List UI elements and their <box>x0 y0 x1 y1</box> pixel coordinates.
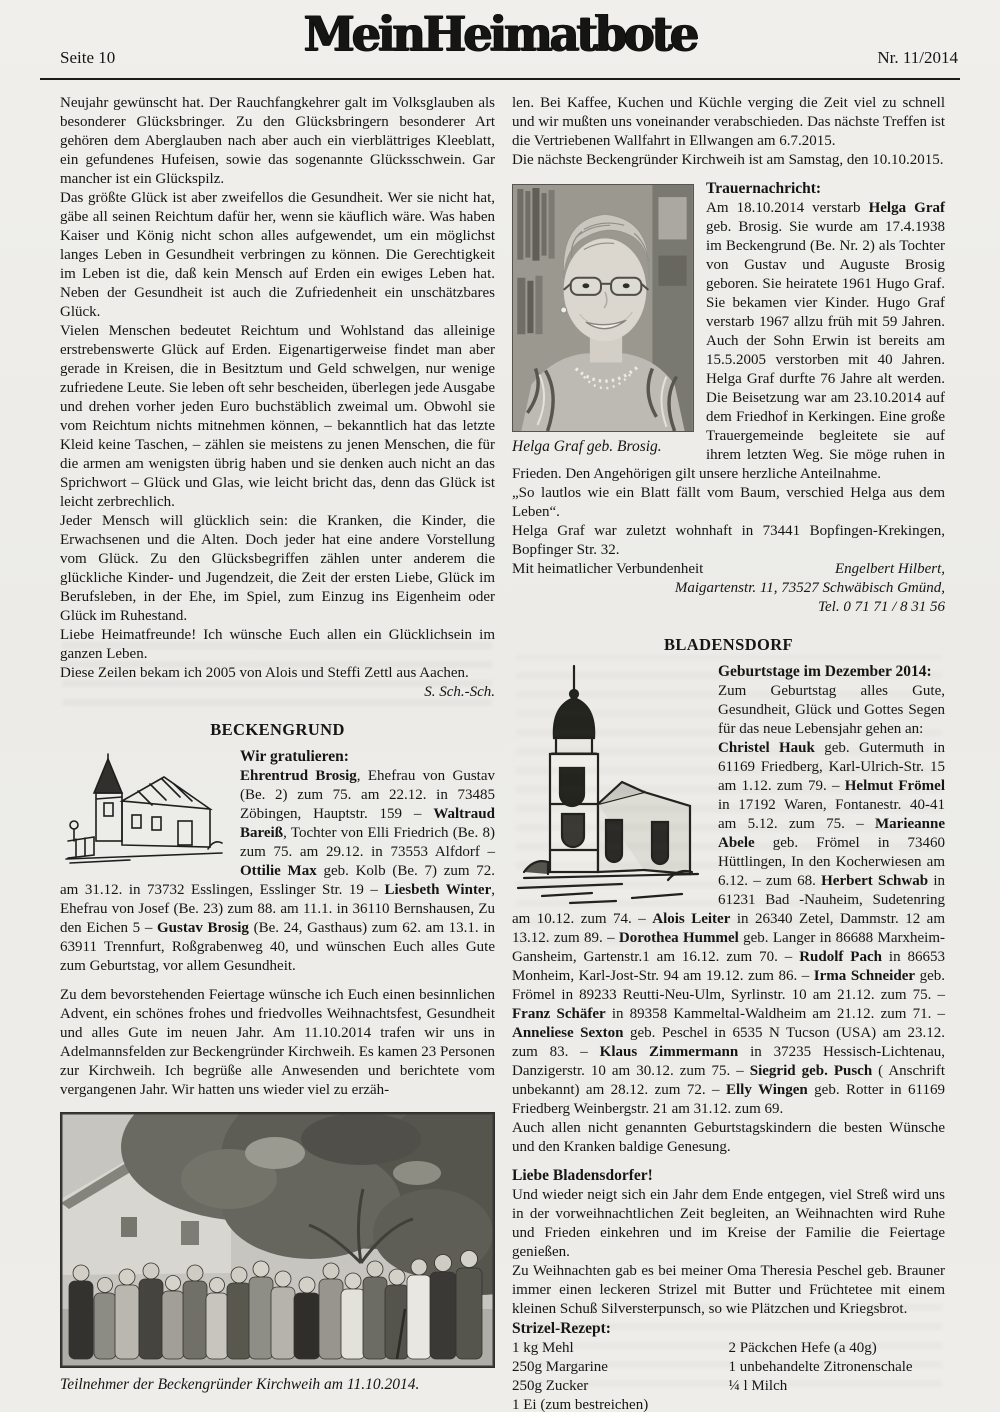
left-column <box>60 94 495 1394</box>
birthdays-heading: Geburtstage im Dezember 2014: <box>718 663 932 680</box>
bladensdorf-section <box>512 662 945 1119</box>
recipe-ingredient-ei: 1 Ei (zum bestreichen) <box>512 1397 649 1412</box>
kirchweih-group-photo <box>60 1112 495 1368</box>
paragraph-gluecksbringer: Neujahr gewünscht hat. Der Rauchfangkehrer galt im Volksglauben als besonderer Glücksbringer. Zu den Glücksbringern besonderer Art gehören dem Aberglauben nach aber auch ein vierblättriges Kleeblatt, ein gefundenes Hufeisen, sowie das sogenannte Glücksschwein. Gar mancher ist ein Glückspilz. <box>60 95 495 187</box>
portrait-caption: Helga Graf geb. Brosig. <box>512 438 662 455</box>
issue-number: Nr. 11/2014 <box>877 48 958 67</box>
paragraph-heimatfreunde: Liebe Heimatfreunde! Ich wünsche Euch allen ein Glücklichsein im ganzen Leben. <box>60 627 495 662</box>
masthead-title: MeinHeimatbote <box>303 5 697 63</box>
recipe-ingredient-hefe: 2 Päckchen Hefe (a 40g) <box>728 1340 877 1356</box>
bladensdorf-church-illustration <box>512 664 705 906</box>
paragraph-gesundheit: Das größte Glück ist aber zweifellos die Gesundheit. Wer sie nicht hat, gäbe all seinen Reichtum dafür her, wenn sie käuflich wäre. Was haben Kaiser und König nicht schon alles aufgewendet, um ein möglichst langes Leben in Gesundheit verbringen zu können. Die Gerechtigkeit im Leben ist die, daß kein Mensch auf Erden ein ewiges Leben hat. Neben der Gesundheit ist auch die Zufriedenheit ein unschätzbares Glück. <box>60 190 495 320</box>
birthdays-list: Christel Hauk geb. Gutermuth in 61169 Friedberg, Karl-Ulrich-Str. 15 am 1.12. zum 79. – Helmut Frömel in 17192 Waren, Fontanestr. 40-41 am 5.12. zum 75. – Marieanne Abele geb. Frömel in 73460 Hüttlingen, In den Kocherwiesen am 6.12. – zum 68. Herbert Schwab in 61231 Bad -Nauheim, Sudetenring am 10.12. zum 74. – Alois Leiter in 26340 Zetel, Dammstr. 12 am 13.12. zum 89. – Dorothea Hummel geb. Langer in 86688 Marxheim-Gansheim, Gartenstr.1 am 16.12. zum 70. – Rudolf Pach in 86653 Monheim, Karl-Jost-Str. 94 am 19.12. zum 86. – Irma Schneider geb. Frömel in 89233 Reutti-Neu-Ulm, Syrlinstr. 10 am 21.12. zum 75. – Franz Schäfer in 89358 Kammeltal-Waldheim am 21.12. zum 71. – Anneliese Sexton geb. Peschel in 6535 N Tucson (USA) am 23.12. zum 83. – Klaus Zimmermann in 37235 Hessisch-Lichtenau, Danzigerstr. 10 am 30.12. zum 75. – Siegrid geb. Pusch ( Anschrift unbekannt) am 28.12. zum 72. – Elly Wingen geb. Rotter in 61169 Friedberg Weinbergstr. 21 am 31.12. zum 69. <box>512 740 946 1117</box>
recipe-ingredient-zitronenschale: 1 unbehandelte Zitronenschale <box>728 1359 913 1375</box>
obituary-heading: Trauernachricht: <box>706 180 822 197</box>
congrats-heading: Wir gratulieren: <box>240 748 349 765</box>
recipe-heading: Strizel-Rezept: <box>512 1320 611 1337</box>
recipe-ingredient-milch: ¼ l Milch <box>728 1378 788 1394</box>
next-kirchweih-note: Die nächste Beckengründer Kirchweih ist am Samstag, den 10.10.2015. <box>512 152 944 168</box>
beckengrund-church-illustration <box>60 753 228 867</box>
recipe-ingredients <box>512 1339 945 1412</box>
header-divider <box>40 78 960 80</box>
page-header <box>40 0 960 76</box>
paragraph-gluecksbegriffe: Jeder Mensch will glücklich sein: die Kranken, die Kinder, die Erwachsenen und die Alten. Doch jeder hat eine andere Vorstellung vom Glück. Zu den Glücksbegriffen zählen unter anderem die glückliche Kinder- und Jugendzeit, die Zeit der ersten Liebe, Glück im Berufsleben, in der Ehe, im Spiel, zum Einzug ins Eigenheim oder Glück im Ruhestand. <box>60 513 495 624</box>
signature-phone: Tel. 0 71 71 / 8 31 56 <box>818 599 945 615</box>
author-initials: S. Sch.-Sch. <box>424 684 495 700</box>
section-heading-beckengrund: BECKENGRUND <box>210 720 345 739</box>
paragraph-reichtum: Vielen Menschen bedeutet Reichtum und Wohlstand das alleinige erstrebenswerte Glück auf Erden. Eigenartigerweise findet man aber gerade in Kreisen, die in Besitztum und Geld schwelgen, nur wenige zufriedene Leute. Sie leben oft sehr bescheiden, überlegen jede Ausgabe und drehen vorher jeden Euro buchstäblich zweimal um. Obwohl sie vom Reichtum nichts mitnehmen können, – bekanntlich hat das letzte Kleid keine Taschen, – zählen sie meistens zu jenen Menschen, die für die armen am wenigsten übrig haben und sie denken auch nicht an das Sprichwort – Glück und Glas, wie leicht bricht das, denn das Glück ist leicht zerbrechlich. <box>60 323 495 510</box>
recipe-column-left <box>512 1339 729 1412</box>
letter-paragraph-1: Und wieder neigt sich ein Jahr dem Ende entgegen, viel Streß wird uns in der vorweihnachtlichen Zeit begleiten, an Weihnachten wird Ruhe und Frieden einkehren und im Kreise der Familie die Feiertage genießen. <box>512 1187 945 1260</box>
birthdays-outro: Auch allen nicht genannten Geburtstagskindern die besten Wünsche und den Kranken baldige Genesung. <box>512 1120 945 1155</box>
continuation-paragraph: len. Bei Kaffee, Kuchen und Küchle verging die Zeit viel zu schnell und wir mußten uns voneinander verabschieden. Das nächste Treffen ist die Vertriebenen Wallfahrt in Ellwangen am 6.7.2015. <box>512 95 945 149</box>
letter-paragraph-2: Zu Weihnachten gab es bei meiner Oma Theresia Peschel geb. Brauner immer einen leckeren Strizel mit Butter und Früchtetee mit einem kleinen Schuß Silversterpunsch, so wie Plätzchen und Kriegsbrot. <box>512 1263 945 1317</box>
recipe-ingredient-mehl: 1 kg Mehl <box>512 1340 574 1356</box>
obituary-text: Am 18.10.2014 verstarb Helga Graf geb. Brosig. Sie wurde am 17.4.1938 im Beckengrund (Be. Nr. 2) als Tochter von Gustav und Auguste Brosig geboren. Sie heiratete 1961 Hugo Graf. Sie bekamen vier Kinder. Hugo Graf verstarb 1967 allzu früh mit 59 Jahren. Auch der Sohn Erwin ist bereits am 15.5.2005 verstorben mit 40 Jahren. Helga Graf durfte 76 Jahre alt werden. Die Beisetzung war am 23.10.2014 auf dem Friedhof in Kerkingen. Eine große Trauergemeinde begleitete sie auf ihrem letzten Weg. Sie möge ruhen in Frieden. Den Angehörigen gilt unsere herzliche Anteilnahme. <box>512 200 945 482</box>
signature-address: Maigartenstr. 11, 73527 Schwäbisch Gmünd, <box>674 580 945 596</box>
closing-phrase: Mit heimatlicher Verbundenheit <box>512 561 704 577</box>
helga-graf-photo <box>512 184 692 456</box>
beckengrund-section <box>60 747 495 976</box>
recipe-ingredient-zucker: 250g Zucker <box>512 1378 589 1394</box>
group-photo-caption: Teilnehmer der Beckengründer Kirchweih am 11.10.2014. <box>60 1376 420 1393</box>
obituary-section <box>512 179 945 617</box>
recipe-ingredient-margarine: 250g Margarine <box>512 1359 608 1375</box>
obituary-quote: „So lautlos wie ein Blatt fällt vom Baum, verschied Helga aus dem Leben“. <box>512 485 945 520</box>
right-column <box>512 94 945 1412</box>
paragraph-zeilen: Diese Zeilen bekam ich 2005 von Alois und Steffi Zettl aus Aachen. <box>60 665 469 681</box>
signature-name: Engelbert Hilbert, <box>835 561 945 577</box>
advent-paragraph: Zu dem bevorstehenden Feiertage wünsche ich Euch einen besinnlichen Advent, ein schönes frohes und friedvolles Weihnachtsfest, Gesundheit und alles Gute im neuen Jahr. Am 11.10.2014 trafen wir uns in Adelmannsfelden zur Beckengründer Kirchweih. Es kamen 23 Personen zur Kirchweih. Ich begrüße alle Anwesenden und berichtete vom vergangenen Jahr. Wir hatten uns wieder viel zu erzäh- <box>60 987 495 1098</box>
letter-heading: Liebe Bladensdorfer! <box>512 1167 653 1184</box>
page-number: Seite 10 <box>60 48 116 67</box>
birthdays-intro: Zum Geburtstag alles Gute, Gesundheit, Glück und Gottes Segen für das neue Lebensjahr gehen an: <box>718 683 945 737</box>
section-heading-bladensdorf: BLADENSDORF <box>663 635 794 654</box>
recipe-column-right <box>729 1339 946 1412</box>
obituary-residence: Helga Graf war zuletzt wohnhaft in 73441 Bopfingen-Krekingen, Bopfinger Str. 32. <box>512 523 945 558</box>
congrats-text: Ehrentrud Brosig, Ehefrau von Gustav (Be. 2) zum 75. am 22.12. in 73485 Zöbingen, Hauptstr. 159 – Waltraud Bareiß, Tochter von Elli Friedrich (Be. 8) zum 75. am 29.12. in 73553 Alfdorf – Ottilie Max geb. Kolb (Be. 7) zum 72. am 31.12. in 73732 Esslingen, Esslinger Str. 19 – Liesbeth Winter, Ehefrau von Josef (Be. 23) zum 88. am 11.1. in 36110 Bernshausen, Zu den Eichen 5 – Gustav Brosig (Be. 24, Gasthaus) zum 62. am 13.1. in 63911 Trennfurt, Roßgrabenweg 40, und wünschen Euch alles Gute zum Geburtstag, vor allem Gesundheit. <box>60 768 495 974</box>
obituary-closing-row <box>512 560 945 579</box>
